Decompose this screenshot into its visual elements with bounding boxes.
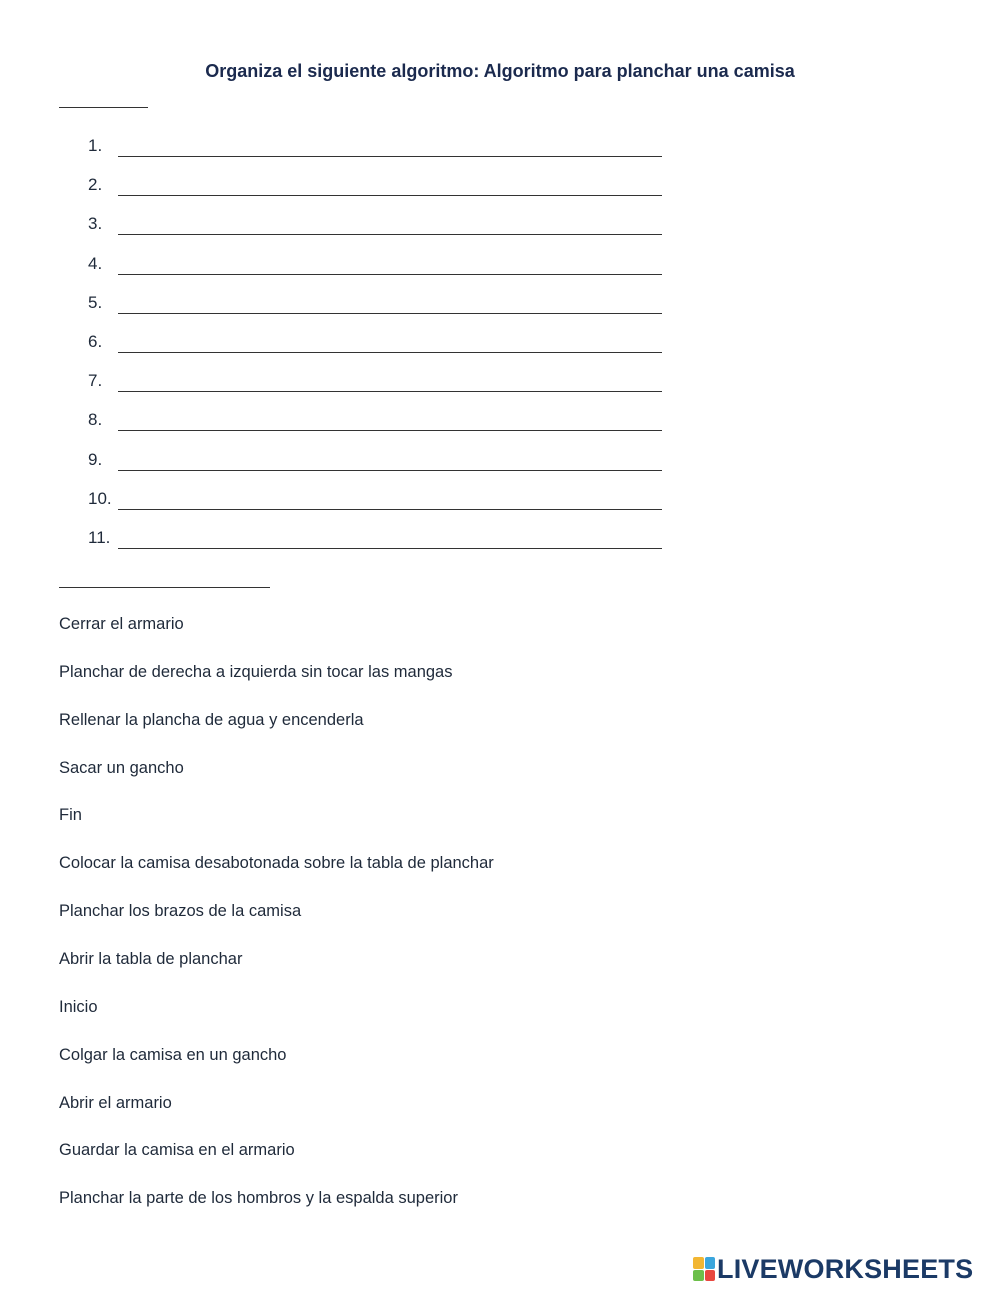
answer-number: 10. [88, 488, 112, 508]
step-option[interactable]: Colgar la camisa en un gancho [59, 1045, 287, 1064]
answer-blank[interactable] [118, 195, 662, 196]
step-option[interactable]: Cerrar el armario [59, 615, 184, 633]
top-divider [59, 107, 148, 108]
answer-number: 7. [88, 371, 103, 391]
answer-blank[interactable] [118, 470, 662, 471]
answer-blank[interactable] [118, 548, 662, 549]
step-option[interactable]: Abrir la tabla de planchar [59, 949, 243, 968]
answer-number: 1. [88, 136, 103, 155]
answer-blank[interactable] [118, 352, 662, 353]
answer-number: 4. [88, 253, 103, 273]
step-option[interactable]: Guardar la camisa en el armario [59, 1141, 295, 1160]
step-option[interactable]: Inicio [59, 997, 98, 1016]
liveworksheets-logo-icon [693, 1257, 715, 1281]
answer-blank[interactable] [118, 509, 662, 510]
logo-text: LIVEWORKSHEETS [717, 1253, 974, 1284]
step-option[interactable]: Rellenar la plancha de agua y encenderla [59, 710, 364, 729]
step-option[interactable]: Fin [59, 806, 82, 825]
answer-number: 9. [88, 449, 103, 469]
answer-number: 2. [88, 175, 103, 195]
answer-number: 3. [88, 214, 103, 234]
answer-number: 6. [88, 332, 103, 351]
answer-blank[interactable] [118, 274, 662, 275]
step-option[interactable]: Abrir el armario [59, 1093, 172, 1112]
answer-blank[interactable] [118, 391, 662, 392]
answer-blank[interactable] [118, 313, 662, 314]
answer-number: 5. [88, 292, 103, 312]
step-option[interactable]: Planchar los brazos de la camisa [59, 902, 302, 921]
step-option[interactable]: Planchar de derecha a izquierda sin tocar las mangas [59, 662, 453, 681]
worksheet-title: Organiza el siguiente algoritmo: Algoritmo para planchar una camisa [205, 61, 795, 81]
step-option[interactable]: Sacar un gancho [59, 758, 184, 777]
answer-blank[interactable] [118, 156, 662, 157]
liveworksheets-logo [693, 1254, 973, 1284]
answer-blank[interactable] [118, 234, 662, 235]
answer-blank[interactable] [118, 430, 662, 431]
step-option[interactable]: Colocar la camisa desabotonada sobre la tabla de planchar [59, 854, 494, 873]
step-option[interactable]: Planchar la parte de los hombros y la espalda superior [59, 1189, 458, 1208]
answer-number: 8. [88, 410, 103, 430]
answer-number: 11. [88, 528, 111, 547]
middle-divider [59, 587, 270, 588]
